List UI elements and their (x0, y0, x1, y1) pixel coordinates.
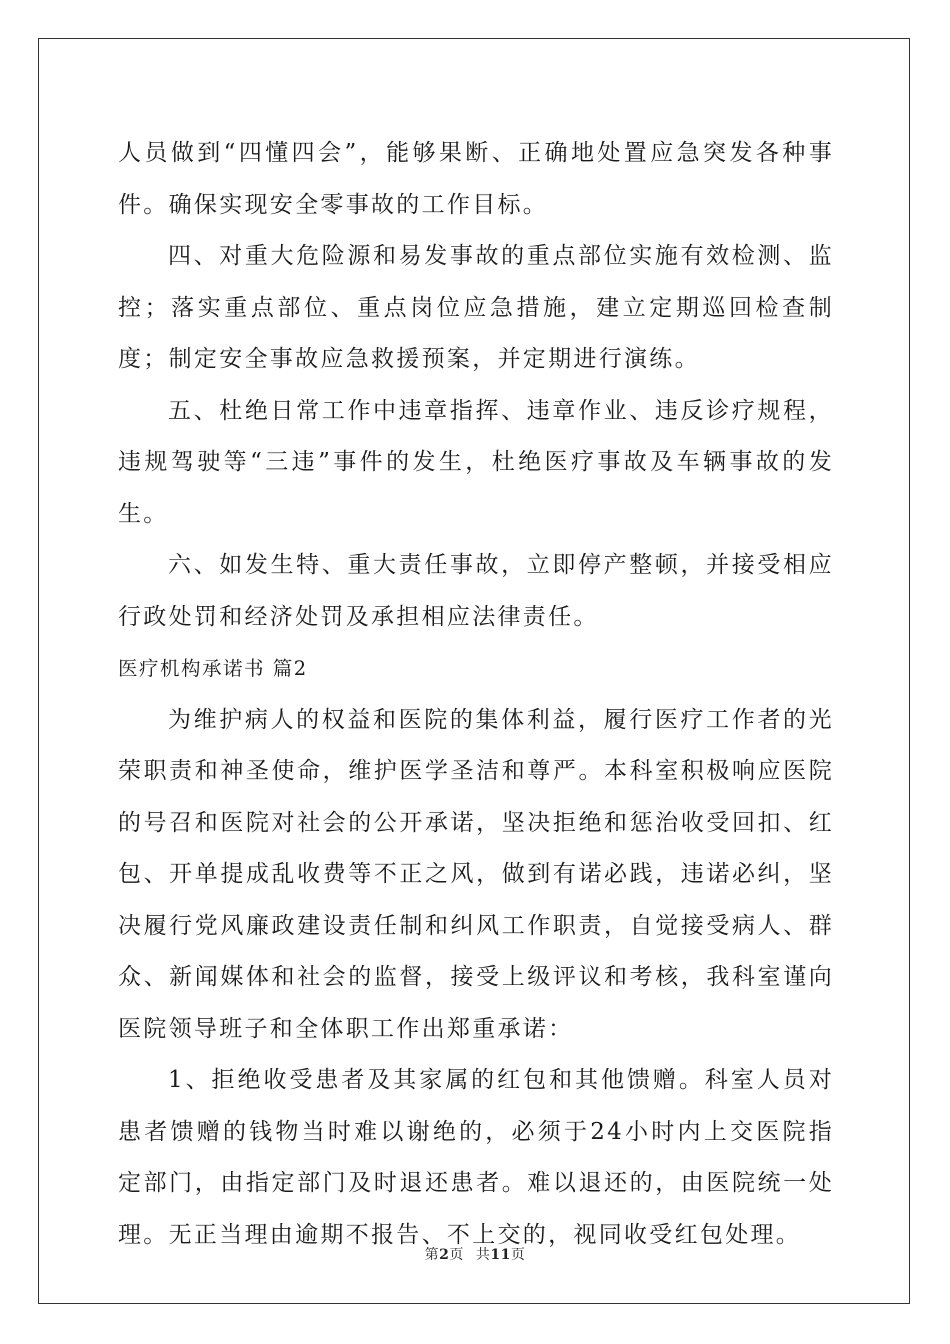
footer-total-prefix: 共 (475, 1247, 491, 1263)
paragraph-2: 四、对重大危险源和易发事故的重点部位实施有效检测、监控；落实重点部位、重点岗位应急措施，建立定期巡回检查制度；制定安全事故应急救援预案，并定期进行演练。 (118, 243, 834, 372)
paragraph-4: 六、如发生特、重大责任事故，立即停产整顿，并接受相应行政处罚和经济处罚及承担相应法律责任。 (118, 552, 834, 630)
page-footer (0, 1244, 950, 1264)
paragraph-3: 五、杜绝日常工作中违章指挥、违章作业、违反诊疗规程，违规驾驶等“三违”事件的发生，杜绝医疗事故及车辆事故的发生。 (118, 397, 834, 527)
footer-page-suffix: 页 (449, 1247, 464, 1263)
section-heading: 医疗机构承诺书 篇2 (118, 657, 308, 680)
footer-page-prefix: 第 (424, 1247, 440, 1263)
section-paragraph-1: 为维护病人的权益和医院的集体利益，履行医疗工作者的光荣职责和神圣使命，维护医学圣洁和尊严。本科室积极响应医院的号召和医院对社会的公开承诺，坚决拒绝和惩治收受回扣、红包、开单提成乱收费等不正之风，做到有诺必践，违诺必纠，坚决履行党风廉政建设责任制和纠风工作职责，自觉接受病人、群众、新闻媒体和社会的监督，接受上级评议和考核，我科室谨向医院领导班子和全体职工作出郑重承诺： (118, 706, 834, 1042)
document-body (118, 128, 834, 1261)
section-paragraph-2: 1、拒绝收受患者及其家属的红包和其他馈赠。科室人员对患者馈赠的钱物当时难以谢绝的，必须于24小时内上交医院指定部门，由指定部门及时退还患者。难以退还的，由医院统一处理。无正当理由逾期不报告、不上交的，视同收受红包处理。 (118, 1067, 834, 1248)
footer-total-suffix: 页 (510, 1247, 526, 1263)
paragraph-1: 人员做到“四懂四会”，能够果断、正确地处置应急突发各种事件。确保实现安全零事故的工作目标。 (118, 140, 834, 218)
footer-current-page: 2 (439, 1247, 450, 1263)
footer-total-pages: 11 (490, 1247, 511, 1263)
